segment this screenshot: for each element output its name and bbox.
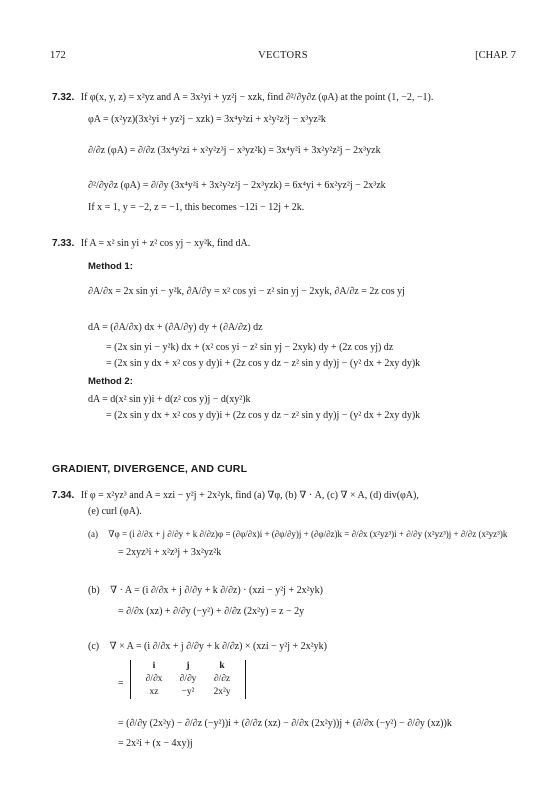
determinant-cell: −y² (181, 687, 195, 697)
determinant-row (137, 686, 239, 699)
equation-line: ∇ × A = (i ∂/∂x + j ∂/∂y + k ∂/∂z) × (xzi − y²j + 2x²yk) (109, 641, 327, 652)
determinant-cell: ∂/∂x (145, 674, 163, 684)
equals-sign: = (118, 678, 124, 689)
equation-line: ∂A/∂x = 2x sin yi − y²k, ∂A/∂y = x² cos yi − z² sin yj − 2xyk, ∂A/∂z = 2z cos yj (88, 286, 405, 297)
equation-line: = 2x²i + (x − 4xy)j (118, 738, 193, 749)
equation-line: = ∂/∂x (xz) + ∂/∂y (−y²) + ∂/∂z (2x²y) = z − 2y (118, 606, 305, 617)
problem-7-34-statement (52, 490, 419, 502)
equation-line: ∂/∂z (φA) = ∂/∂z (3x⁴y²zi + x²y²z³j − x³yz²k) = 3x⁴y²i + 3x²y²z²j − 2x³yzk (88, 145, 381, 156)
determinant-row (137, 660, 239, 673)
equation-line: = (2x sin yi − y²k) dx + (x² cos yi − z² sin yj − 2xyk) dy + (2z cos yj) dz (106, 342, 394, 353)
part-c (88, 641, 327, 653)
determinant-cell: ∂/∂z (213, 674, 231, 684)
equation-line: φA = (x²yz)(3x²yi + yz²j − xzk) = 3x⁴y²zi + x²y²z³j − x³yz²k (88, 114, 326, 125)
problem-text: If A = x² sin yi + z² cos yj − xy²k, find dA. (80, 238, 251, 249)
equation-line: dA = (∂A/∂x) dx + (∂A/∂y) dy + (∂A/∂z) dz (88, 322, 263, 333)
problem-7-33-statement (52, 238, 250, 250)
equation-line: If x = 1, y = −2, z = −1, this becomes −12i − 12j + 2k. (88, 202, 305, 213)
chapter-label: [CHAP. 7 (475, 50, 516, 61)
equation-line: = (∂/∂y (2x²y) − ∂/∂z (−y²))i + (∂/∂z (xz) − ∂/∂x (2x²y))j + (∂/∂x (−y²) − ∂/∂y (xz))k (118, 718, 452, 729)
method-heading: Method 1: (88, 261, 133, 272)
determinant-cell: ∂/∂y (179, 674, 197, 684)
determinant-cell: xz (149, 687, 159, 697)
page-header (50, 50, 516, 66)
determinant-cell: i (152, 661, 156, 671)
problem-7-32-statement (52, 92, 433, 104)
equation-line: = (2x sin y dx + x² cos y dy)i + (2z cos y dz − z² sin y dy)j − (y² dx + 2xy dy)k (106, 410, 421, 421)
problem-text-continued: (e) curl (φA). (88, 506, 142, 517)
equation-line: ∂²/∂y∂z (φA) = ∂/∂y (3x⁴y²i + 3x²y²z²j − 2x³yzk) = 6x⁴yi + 6x²yz²j − 2x³zk (88, 180, 386, 191)
problem-number: 7.34. (52, 490, 75, 501)
equation-line: dA = d(x² sin y)i + d(z² cos y)j − d(xy²)k (88, 394, 251, 405)
equation-line: ∇φ = (i ∂/∂x + j ∂/∂y + k ∂/∂z)φ = (∂φ/∂x)i + (∂φ/∂y)j + (∂φ/∂z)k = ∂/∂x (x²yz³)i + ∂/∂y (x²yz³)j + ∂/∂z (x²yz³)k (108, 529, 508, 539)
running-title: VECTORS (258, 50, 308, 61)
page-number: 172 (50, 50, 66, 61)
part-label: (b) (88, 585, 100, 596)
method-heading: Method 2: (88, 376, 133, 387)
part-b (88, 585, 323, 597)
curl-determinant (130, 660, 246, 699)
part-label: (c) (88, 641, 100, 652)
determinant-cell: 2x²y (213, 687, 231, 697)
equation-line: ∇ · A = (i ∂/∂x + j ∂/∂y + k ∂/∂z) · (xzi − y²j + 2x²yk) (110, 585, 323, 596)
problem-number: 7.32. (52, 92, 75, 103)
equation-line: = 2xyz³i + x²z³j + 3x²yz²k (118, 547, 222, 558)
equation-line: = (2x sin y dx + x² cos y dy)i + (2z cos y dz − z² sin y dy)j − (y² dx + 2xy dy)k (106, 358, 421, 369)
determinant-cell: k (219, 661, 225, 671)
section-heading: GRADIENT, DIVERGENCE, AND CURL (52, 463, 248, 475)
problem-text: If φ(x, y, z) = x²yz and A = 3x²yi + yz²j − xzk, find ∂²/∂y∂z (φA) at the point (1, −2, −1). (80, 92, 434, 103)
determinant-row (137, 673, 239, 686)
part-a (88, 528, 507, 540)
part-label: (a) (88, 529, 98, 539)
problem-text: If φ = x²yz³ and A = xzi − y²j + 2x²yk, find (a) ∇φ, (b) ∇ · A, (c) ∇ × A, (d) div(φA), (80, 490, 419, 501)
problem-number: 7.33. (52, 238, 75, 249)
determinant-cell: j (186, 661, 190, 671)
